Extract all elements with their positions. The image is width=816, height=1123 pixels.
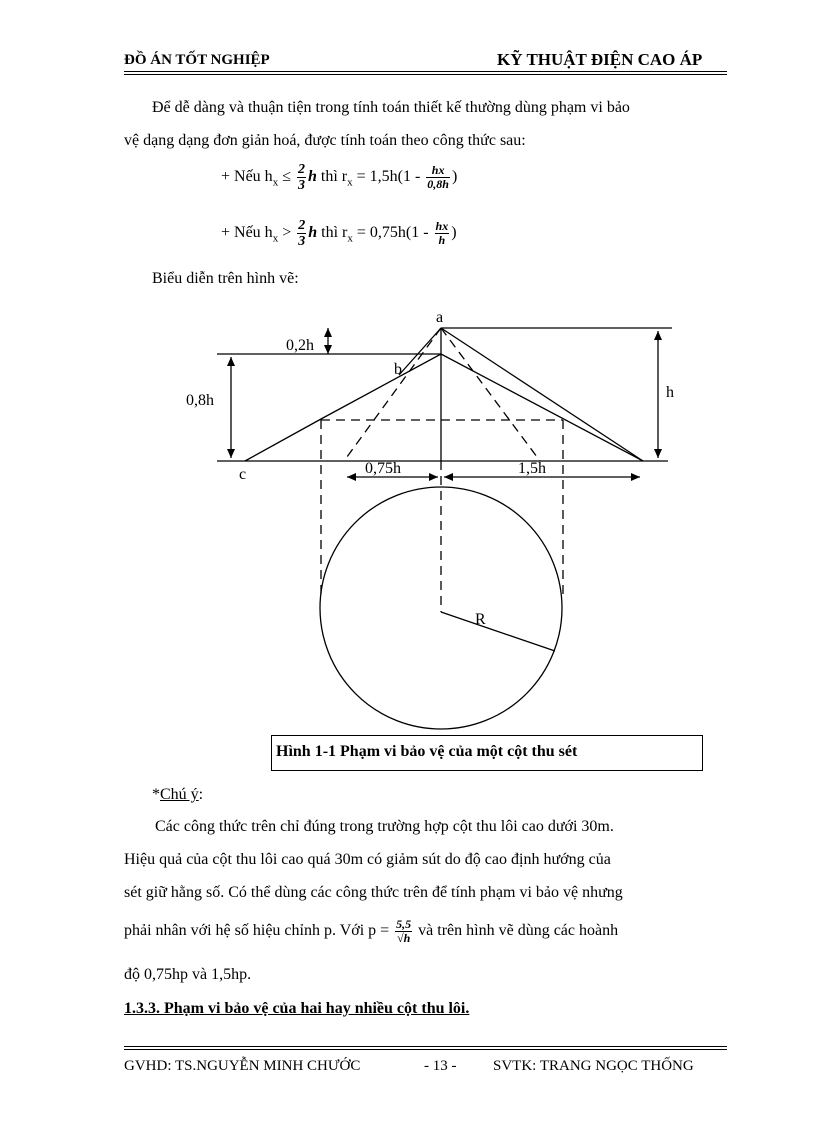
label-R: R <box>475 611 486 628</box>
intro-line-2: vệ dạng dạng đơn giản hoá, được tính toán theo công thức sau: <box>124 132 526 149</box>
dashed-cone-right <box>441 328 540 461</box>
note-heading: *Chú ý: <box>152 786 204 803</box>
label-b: b <box>394 361 402 378</box>
figure-caption: Hình 1-1 Phạm vi bảo vệ của một cột thu sét <box>276 743 578 760</box>
footer-left: GVHD: TS.NGUYỄN MINH CHƯỚC <box>124 1058 361 1074</box>
figure-caption-box <box>271 735 703 771</box>
bieu-dien-text: Biểu diễn trên hình vẽ: <box>152 270 299 287</box>
outer-cone-right <box>441 328 643 461</box>
label-08h: 0,8h <box>186 392 214 409</box>
section-heading: 1.3.3. Phạm vi bảo vệ của hai hay nhiều cột thu lôi. <box>124 1000 470 1017</box>
protection-outline <box>245 354 643 461</box>
body-line-1: Các công thức trên chỉ đúng trong trường hợp cột thu lôi cao dưới 30m. <box>155 818 614 835</box>
label-a: a <box>436 309 444 326</box>
footer-rule-1 <box>124 1046 727 1047</box>
label-02h: 0,2h <box>286 337 314 354</box>
cone-left-upper <box>399 328 441 375</box>
formula-1: + Nếu $h_x$ ≤ $\frac{2}{3}$ h thì $r_x = 1,5h(1$ - $\frac{hx}{0,8h}$ ) <box>221 162 458 193</box>
formula-2: + Nếu $h_x$ > $\frac{2}{3}$ h thì $r_x = 0,75h(1$ - $\frac{hx}{h}$ ) <box>221 218 457 249</box>
body-line-4: phải nhân với hệ số hiệu chỉnh p. Với p = $\frac{5,5}{√h}$ và trên hình vẽ dùng các hoành <box>124 917 619 945</box>
label-15h: 1,5h <box>518 460 546 477</box>
header-left: ĐỒ ÁN TỐT NGHIỆP <box>124 52 270 68</box>
label-c: c <box>239 466 247 483</box>
footer-right: SVTK: TRANG NGỌC THỐNG <box>493 1058 694 1074</box>
page-number: - 13 - <box>424 1058 457 1074</box>
label-h: h <box>666 384 674 401</box>
body-line-5: độ 0,75hp và 1,5hp. <box>124 966 252 983</box>
header-right: KỸ THUẬT ĐIỆN CAO ÁP <box>497 50 703 69</box>
body-line-3: sét giữ hằng số. Có thể dùng các công thức trên để tính phạm vi bảo vệ nhưng <box>124 884 623 901</box>
body-line-2: Hiệu quả của cột thu lôi cao quá 30m có giảm sút do độ cao định hướng của <box>124 851 611 868</box>
dashed-cone-left <box>344 328 441 461</box>
intro-line-1: Để dễ dàng và thuận tiện trong tính toán thiết kế thường dùng phạm vi bảo <box>152 99 630 116</box>
label-075h: 0,75h <box>365 460 401 477</box>
footer-rule-2 <box>124 1049 727 1050</box>
radius-line <box>441 612 555 651</box>
